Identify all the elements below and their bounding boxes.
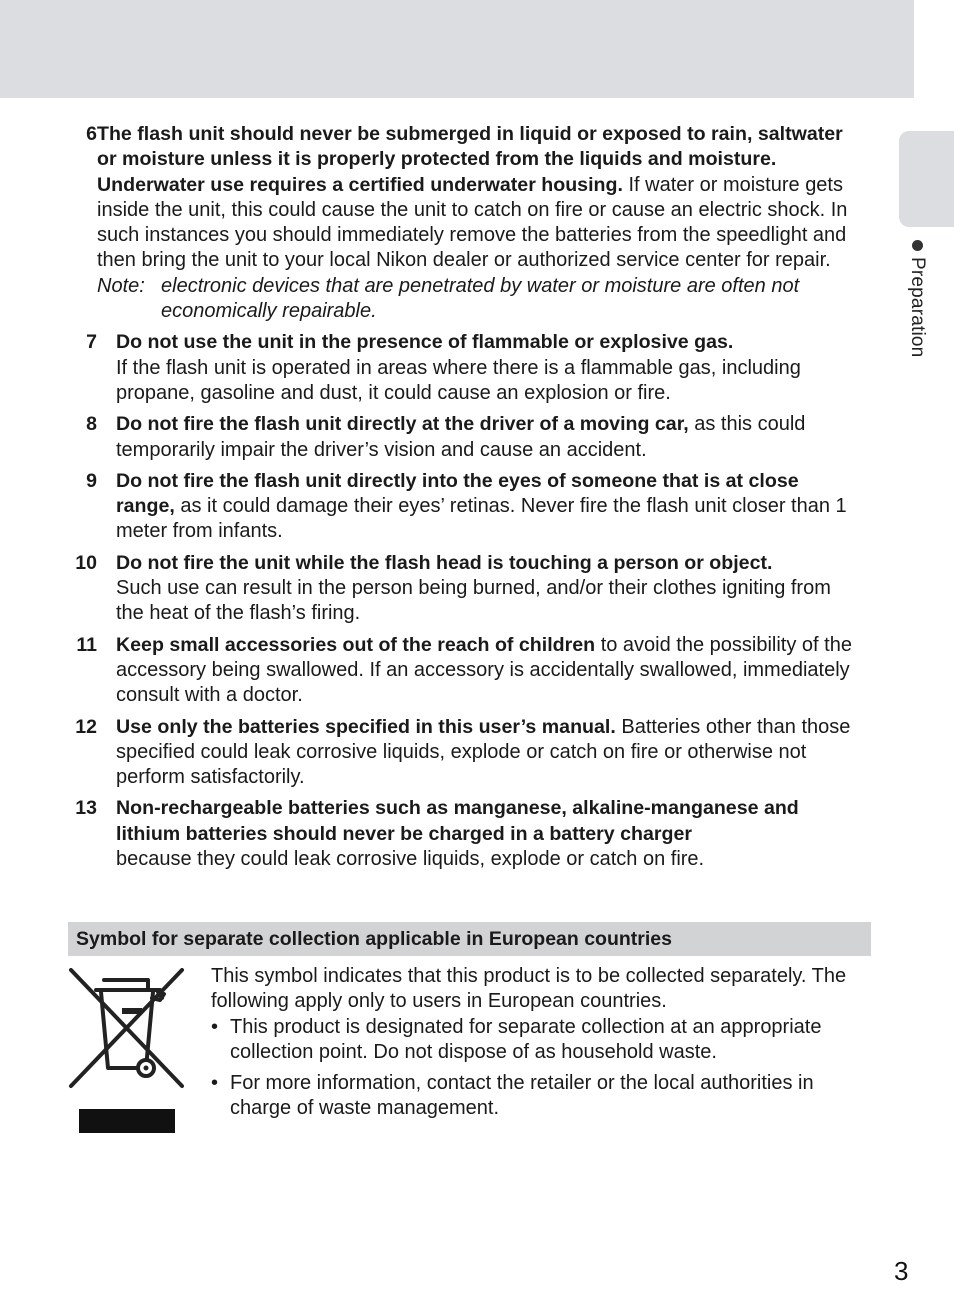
bullet-mark: • [211, 1072, 219, 1095]
item-number: 12 [75, 715, 97, 738]
bullet-text: For more information, contact the retailer or the local authorities in charge of waste management. [230, 1072, 814, 1120]
item-body: because they could leak corrosive liquids, explode or catch on fire. [116, 848, 705, 871]
safety-items-list [42, 122, 852, 878]
item-note [97, 274, 852, 325]
item-body: to avoid the possibility of the accessory being swallowed. If an accessory is accidentally swallowed, immediately consult with a doctor. [116, 633, 852, 707]
item-lead: Do not fire the flash unit directly into the eyes of someone that is at close range, [116, 469, 799, 518]
item-number: 11 [76, 633, 97, 656]
item-lead: Keep small accessories out of the reach of children [116, 633, 596, 656]
section-body [211, 964, 871, 1122]
list-item [42, 469, 852, 545]
item-lead: The flash unit should never be submerged in liquid or exposed to rain, saltwater or moisture unless it is properly protected from the liquids and moisture. Underwater use requires a certified underwater housing. [97, 123, 843, 196]
item-body: Such use can result in the person being burned, and/or their clothes igniting from the heat of the flash’s firing. [116, 577, 831, 625]
item-text [116, 715, 852, 791]
item-number: 6 [86, 123, 97, 145]
item-number: 13 [75, 797, 97, 820]
item-lead: Do not use the unit in the presence of flammable or explosive gas. [116, 331, 734, 354]
item-number: 7 [86, 331, 97, 354]
item-body: If the flash unit is operated in areas where there is a flammable gas, including propane, gasoline and dust, it could cause an explosion or fire. [116, 356, 801, 404]
section-tab [899, 131, 954, 227]
crossed-out-wheeled-bin-icon [68, 968, 186, 1134]
bullet-text: This product is designated for separate collection at an appropriate collection point. Do not dispose of as household waste. [230, 1015, 822, 1063]
item-body: Batteries other than those specified could leak corrosive liquids, explode or catch on fire or otherwise not perform satisfactorily. [116, 715, 851, 789]
bullet-mark: • [211, 1015, 219, 1038]
item-lead: Non-rechargeable batteries such as manganese, alkaline-manganese and lithium batteries should never be charged in a battery charger [116, 797, 799, 845]
bullet-item [211, 1015, 871, 1066]
item-text [116, 469, 852, 545]
list-item [42, 551, 852, 627]
item-number: 8 [86, 413, 97, 436]
page-number: 3 [894, 1256, 909, 1286]
item-body: as it could damage their eyes’ retinas. Never fire the flash unit closer than 1 meter from infants. [116, 495, 847, 543]
item-lead: Do not fire the flash unit directly at the driver of a moving car, [116, 413, 689, 436]
list-item [42, 122, 852, 324]
item-body: If water or moisture gets inside the unit, this could cause the unit to catch on fire or cause an electric shock. In such instances you should immediately remove the batteries from the speedlight and then bring the unit to your local Nikon dealer or authorized service center for repair. [97, 173, 848, 272]
item-text [116, 796, 852, 872]
item-text [116, 633, 852, 709]
item-text [116, 551, 852, 627]
section-title: Symbol for separate collection applicable in European countries [68, 922, 871, 956]
item-lead: Do not fire the unit while the flash head is touching a person or object. [116, 551, 773, 574]
list-item [42, 715, 852, 791]
item-number: 9 [86, 469, 97, 492]
item-body: as this could temporarily impair the driver’s vision and cause an accident. [116, 413, 806, 461]
item-lead: Use only the batteries specified in this user’s manual. [116, 715, 616, 738]
list-item [42, 633, 852, 709]
note-label: Note: [97, 274, 145, 297]
note-text: electronic devices that are penetrated by water or moisture are often not economically repairable. [161, 274, 800, 323]
item-text [97, 122, 852, 274]
list-item [42, 330, 852, 406]
item-number: 10 [75, 551, 97, 574]
header-band [0, 0, 914, 98]
section-tab-label: Preparation [906, 240, 928, 357]
item-text [116, 330, 852, 406]
bullet-item [211, 1071, 871, 1122]
list-item [42, 796, 852, 872]
list-item [42, 412, 852, 463]
section-intro: This symbol indicates that this product is to be collected separately. The following apply only to users in European countries. [211, 965, 847, 1013]
bullet-dot-icon [912, 240, 923, 251]
item-text [116, 412, 852, 463]
